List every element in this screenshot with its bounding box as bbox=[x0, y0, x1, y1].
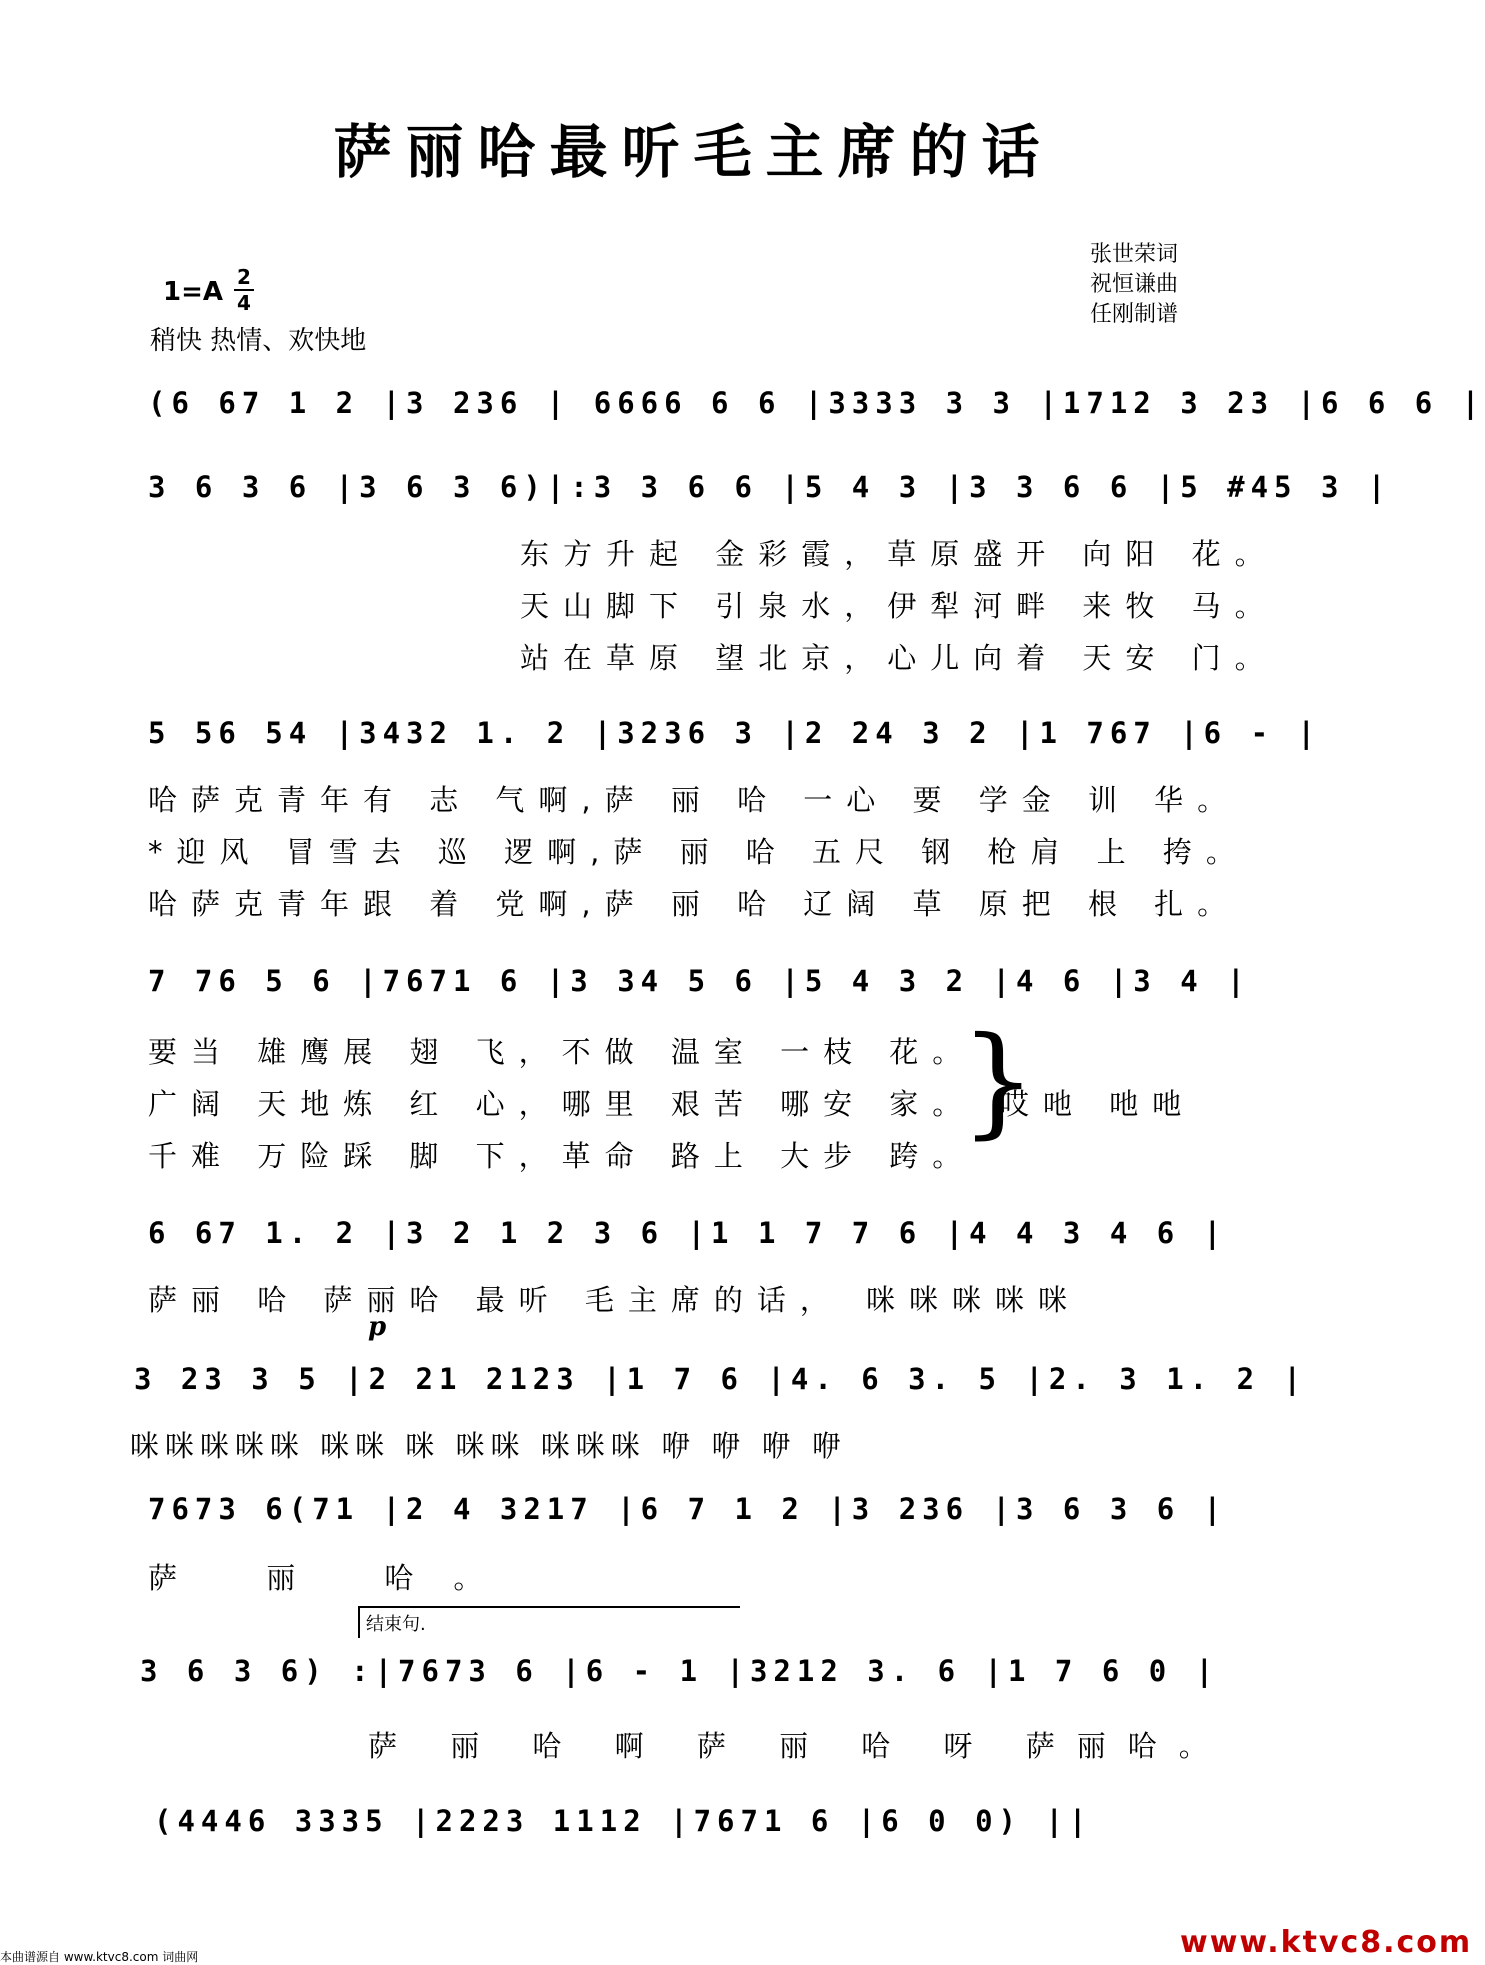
key-signature: 1=A bbox=[163, 277, 223, 307]
notation-line-7: 7673 6(71 |2 4 3217 |6 7 1 2 |3 236 |3 6 3 6 | bbox=[148, 1492, 1228, 1526]
lyric-v2-line-3: 哈萨克青年跟 着 党啊,萨 丽 哈 辽阔 草 原把 根 扎。 bbox=[148, 887, 1241, 921]
notation-line-5: 6 67 1. 2 |3 2 1 2 3 6 |1 1 7 7 6 |4 4 3 4 6 | bbox=[148, 1216, 1228, 1250]
time-signature bbox=[234, 266, 254, 314]
lyric-line-7: 萨 丽 哈。 bbox=[148, 1561, 523, 1595]
footer-source: 本曲谱源自 www.ktvc8.com 词曲网 bbox=[0, 1950, 199, 1964]
footer-watermark: www.ktvc8.com bbox=[1180, 1925, 1473, 1960]
dynamic-marking: p bbox=[368, 1312, 387, 1342]
lyric-line-8: 萨 丽 哈 啊 萨 丽 哈 呀 萨丽哈。 bbox=[368, 1729, 1230, 1763]
notation-line-9: (4446 3335 |2223 1112 |7671 6 |6 0 0) || bbox=[154, 1804, 1093, 1838]
time-signature-bottom: 4 bbox=[237, 291, 251, 315]
lyric-v1-line-2: 天山脚下 引泉水，伊犁河畔 来牧 马。 bbox=[520, 589, 1278, 623]
lyricist: 张世荣词 bbox=[1090, 242, 1179, 267]
lyric-brace: } bbox=[960, 1012, 1037, 1151]
lyric-v3-line-2: 广阔 天地炼 红 心，哪里 艰苦 哪安 家。 bbox=[148, 1087, 976, 1121]
lyric-v1-line-3: 站在草原 望北京，心儿向着 天安 门。 bbox=[520, 641, 1278, 675]
lyric-line-5: 萨丽 哈 萨丽哈 最听 毛主席的话， 咪咪咪咪咪 bbox=[148, 1283, 1082, 1317]
notation-line-2: 3 6 3 6 |3 6 3 6)|:3 3 6 6 |5 4 3 |3 3 6 6 |5 #45 3 | bbox=[148, 470, 1392, 504]
notation-line-6: 3 23 3 5 |2 21 2123 |1 7 6 |4. 6 3. 5 |2. 3 1. 2 | bbox=[134, 1362, 1307, 1396]
ending-bracket bbox=[358, 1606, 740, 1638]
lyric-v3-line-1: 要当 雄鹰展 翅 飞，不做 温室 一枝 花。 bbox=[148, 1035, 976, 1069]
tempo-marking: 稍快 热情、欢快地 bbox=[150, 326, 367, 356]
notation-line-4: 7 76 5 6 |7671 6 |3 34 5 6 |5 4 3 2 |4 6 |3 4 | bbox=[148, 964, 1251, 998]
credits bbox=[1090, 240, 1178, 330]
composer: 祝恒谦曲 bbox=[1090, 272, 1179, 297]
notation-line-1: (6 67 1 2 |3 236 | 6666 6 6 |3333 3 3 |1712 3 23 |6 6 6 | bbox=[148, 386, 1485, 420]
refrain-word: 哎吔 吔吔 bbox=[1000, 1087, 1196, 1121]
transcriber: 任刚制谱 bbox=[1090, 302, 1179, 327]
notation-line-3: 5 56 54 |3432 1. 2 |3236 3 |2 24 3 2 |1 767 |6 - | bbox=[148, 716, 1321, 750]
lyric-v1-line-1: 东方升起 金彩霞，草原盛开 向阳 花。 bbox=[520, 537, 1278, 571]
notation-line-8: 3 6 3 6) :|7673 6 |6 - 1 |3212 3. 6 |1 7 6 0 | bbox=[140, 1654, 1220, 1688]
ending-label: 结束句. bbox=[366, 1614, 426, 1635]
lyric-v2-line-2: *迎风 冒雪去 巡 逻啊,萨 丽 哈 五尺 钢 枪肩 上 挎。 bbox=[148, 835, 1249, 869]
lyric-v3-line-3: 千难 万险踩 脚 下，革命 路上 大步 跨。 bbox=[148, 1139, 976, 1173]
lyric-line-6: 咪咪咪咪咪 咪咪 咪 咪咪 咪咪咪 咿 咿 咿 咿 bbox=[130, 1429, 847, 1463]
time-signature-top: 2 bbox=[237, 265, 251, 289]
lyric-v2-line-1: 哈萨克青年有 志 气啊,萨 丽 哈 一心 要 学金 训 华。 bbox=[148, 783, 1241, 817]
page-title: 萨丽哈最听毛主席的话 bbox=[333, 118, 1054, 186]
